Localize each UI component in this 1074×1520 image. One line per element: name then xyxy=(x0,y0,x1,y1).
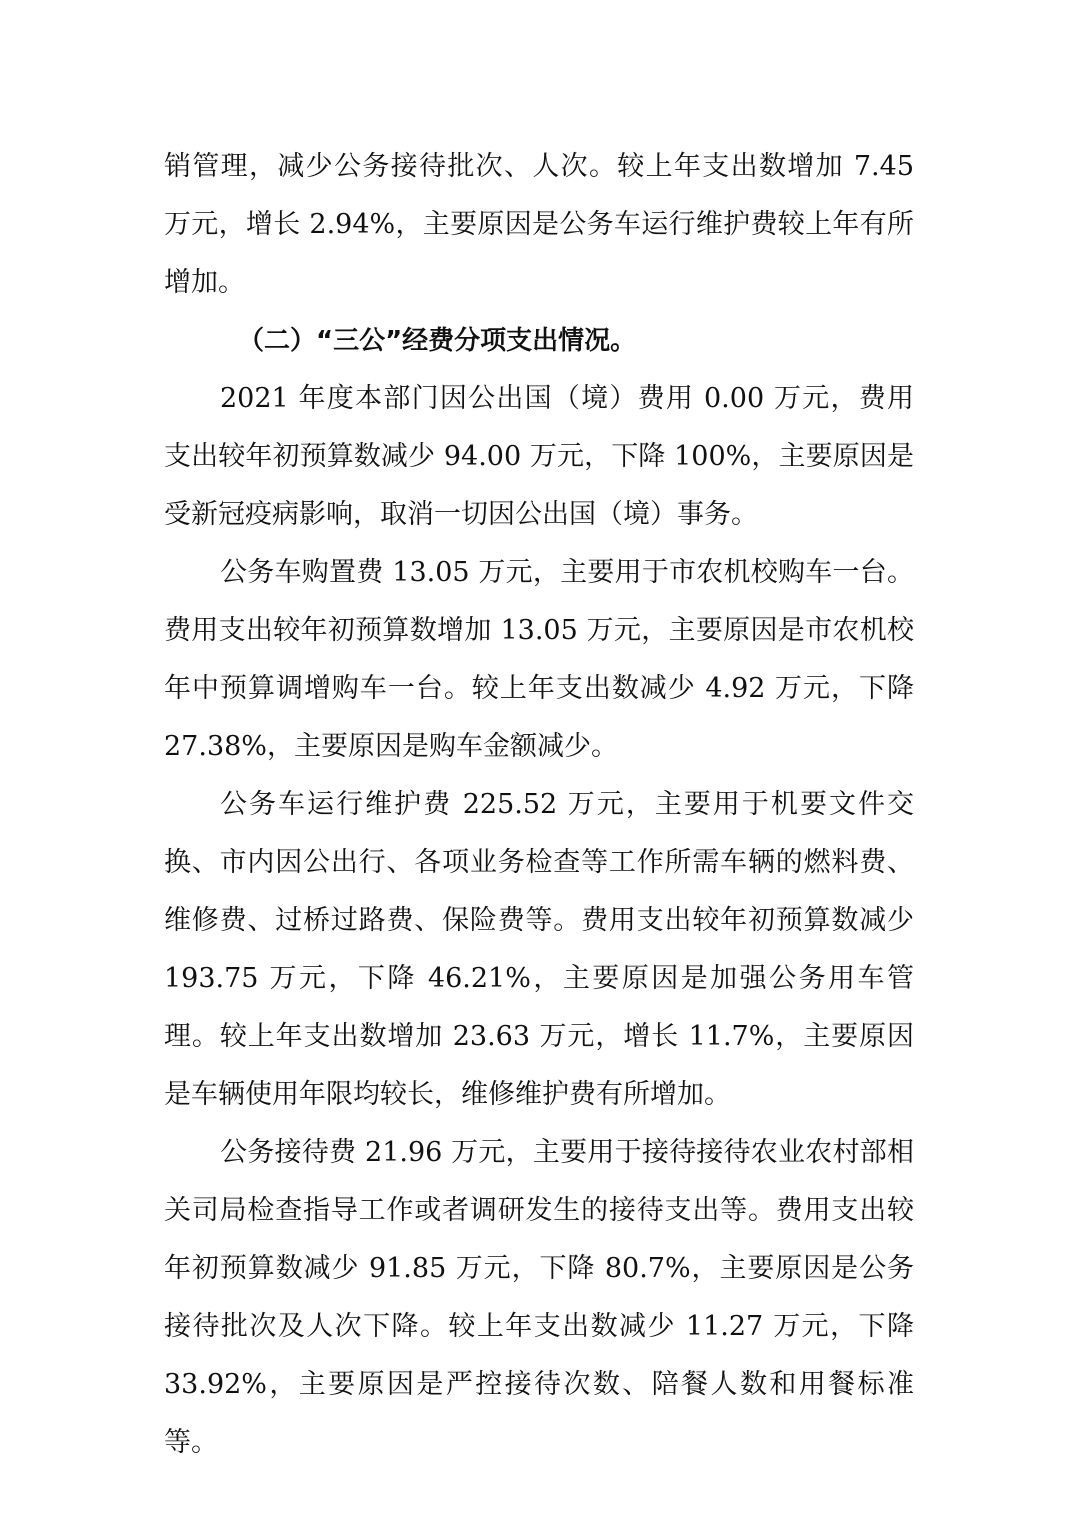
section-heading: （二）“三公”经费分项支出情况。 xyxy=(238,326,637,356)
document-body xyxy=(164,138,914,1472)
paragraph-vehicle-purchase: 公务车购置费 13.05 万元，主要用于市农机校购车一台。费用支出较年初预算数增加 13.05 万元，主要原因是市农机校年中预算调增购车一台。较上年支出数减少 4.92 万元，下降 27.38%，主要原因是购车金额减少。 xyxy=(164,557,914,762)
paragraph-overseas-travel: 2021 年度本部门因公出国（境）费用 0.00 万元，费用支出较年初预算数减少 94.00 万元，下降 100%，主要原因是受新冠疫病影响，取消一切因公出国（境）事务。 xyxy=(164,383,914,530)
paragraph-reception: 公务接待费 21.96 万元，主要用于接待接待农业农村部相关司局检查指导工作或者调研发生的接待支出等。费用支出较年初预算数减少 91.85 万元，下降 80.7%，主要原因是公务接待批次及人次下降。较上年支出数减少 11.27 万元，下降 33.92%，主要原因是严控接待次数、陪餐人数和用餐标准等。 xyxy=(164,1137,914,1458)
paragraph-continuation: 销管理，减少公务接待批次、人次。较上年支出数增加 7.45 万元，增长 2.94%，主要原因是公务车运行维护费较上年有所增加。 xyxy=(164,151,914,298)
paragraph-vehicle-maintenance: 公务车运行维护费 225.52 万元，主要用于机要文件交换、市内因公出行、各项业务检查等工作所需车辆的燃料费、维修费、过桥过路费、保险费等。费用支出较年初预算数减少 193.75 万元，下降 46.21%，主要原因是加强公务用车管理。较上年支出数增加 23.63 万元，增长 11.7%，主要原因是车辆使用年限均较长，维修维护费有所增加。 xyxy=(164,789,914,1110)
